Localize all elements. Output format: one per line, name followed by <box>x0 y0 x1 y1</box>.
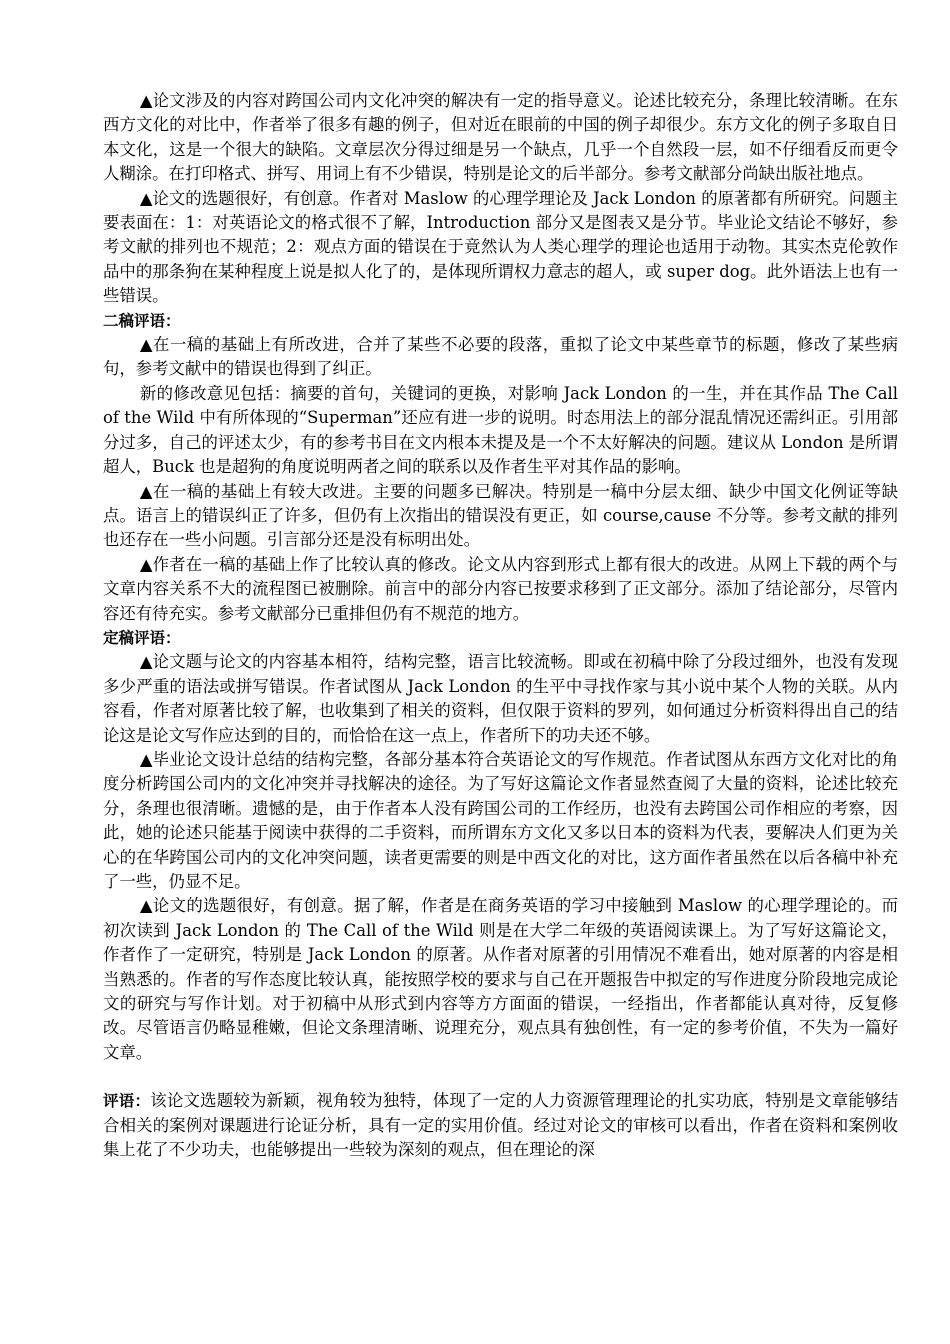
general-comment <box>103 1089 898 1162</box>
second-draft-comment-3: ▲在一稿的基础上有较大改进。主要的问题多已解决。特别是一稿中分层太细、缺少中国文化例证等缺点。语言上的错误纠正了许多，但仍有上次指出的错误没有更正，如 course,cause 不分等。参考文献的排列也还存在一些小问题。引言部分还是没有标明出处。 <box>103 481 898 550</box>
second-draft-comment-4: ▲作者在一稿的基础上作了比较认真的修改。论文从内容到形式上都有很大的改进。从网上下载的两个与文章内容关系不大的流程图已被删除。前言中的部分内容已按要求移到了正文部分。添加了结论部分，尽管内容还有待充实。参考文献部分已重排但仍有不规范的地方。 <box>103 554 898 623</box>
final-draft-comment-1: ▲论文题与论文的内容基本相符，结构完整，语言比较流畅。即或在初稿中除了分段过细外，也没有发现多少严重的语法或拼写错误。作者试图从 Jack London 的生平中寻找作家与其小说中某个人物的关联。从内容看，作者对原著比较了解，也收集到了相关的资料，但仅限于资料的罗列，如何通过分析资料得出自己的结论这是论文写作应达到的目的，而恰恰在这一点上，作者所下的功夫还不够。 <box>103 652 898 745</box>
paragraph-spacer <box>103 1065 898 1089</box>
final-draft-comment-3: ▲论文的选题很好，有创意。据了解，作者是在商务英语的学习中接触到 Maslow 的心理学理论的。而初次读到 Jack London 的 The Call of the Wild 则是在大学二年级的英语阅读课上。为了写好这篇论文，作者作了一定研究，特别是 Jack London 的原著。从作者对原著的引用情况不难看出，她对原著的内容是相当熟悉的。作者的写作态度比较认真，能按照学校的要求与自己在开题报告中拟定的写作进度分阶段地完成论文的研究与写作计划。对于初稿中从形式到内容等方方面面的错误，一经指出，作者都能认真对待，反复修改。尽管语言仍略显稚嫩，但论文条理清晰、说理充分，观点具有独创性，有一定的参考价值，不失为一篇好文章。 <box>103 896 898 1062</box>
second-draft-comment-1: ▲在一稿的基础上有所改进，合并了某些不必要的段落，重拟了论文中某些章节的标题，修改了某些病句，参考文献中的错误也得到了纠正。 <box>103 335 898 379</box>
final-draft-comment-2: ▲毕业论文设计总结的结构完整，各部分基本符合英语论文的写作规范。作者试图从东西方文化对比的角度分析跨国公司内的文化冲突并寻找解决的途径。为了写好这篇论文作者显然查阅了大量的资料，论述比较充分，条理也很清晰。遗憾的是，由于作者本人没有跨国公司的工作经历，也没有去跨国公司作相应的考察，因此，她的论述只能基于阅读中获得的二手资料，而所谓东方文化又多以日本的资料为代表，要解决人们更为关心的在华跨国公司内的文化冲突问题，读者更需要的则是中西文化的对比，这方面作者虽然在以后各稿中补充了一些，仍显不足。 <box>103 749 898 891</box>
second-draft-comment-2: 新的修改意见包括：摘要的首句，关键词的更换，对影响 Jack London 的一生，并在其作品 The Call of the Wild 中有所体现的“Superman”还应有进一步的说明。时态用法上的部分混乱情况还需纠正。引用部分过多，自己的评述太少，有的参考书目在文内根本未提及是一个不太好解决的问题。建议从 London 是所谓超人，Buck 也是超狗的角度说明两者之间的联系以及作者生平对其作品的影响。 <box>103 383 898 477</box>
document-page <box>103 89 898 1162</box>
final-draft-heading: 定稿评语： <box>103 628 181 647</box>
second-draft-heading: 二稿评语： <box>103 311 181 330</box>
general-comment-label: 评语： <box>103 1092 151 1111</box>
first-draft-comment-1: ▲论文涉及的内容对跨国公司内文化冲突的解决有一定的指导意义。论述比较充分，条理比较清晰。在东西方文化的对比中，作者举了很多有趣的例子，但对近在眼前的中国的例子却很少。东方文化的例子多取自日本文化，这是一个很大的缺陷。文章层次分得过细是另一个缺点，几乎一个自然段一层，如不仔细看反而更令人糊涂。在打印格式、拼写、用词上有不少错误，特别是论文的后半部分。参考文献部分尚缺出版社地点。 <box>103 91 898 184</box>
first-draft-comment-2: ▲论文的选题很好，有创意。作者对 Maslow 的心理学理论及 Jack London 的原著都有所研究。问题主要表面在：1：对英语论文的格式很不了解，Introduction 部分又是图表又是分节。毕业论文结论不够好，参考文献的排列也不规范；2：观点方面的错误在于竟然认为人类心理学的理论也适用于动物。其实杰克伦敦作品中的那条狗在某种程度上说是拟人化了的，是体现所谓权力意志的超人，或 super dog。此外语法上也有一些错误。 <box>103 188 898 306</box>
general-comment-text: 该论文选题较为新颖，视角较为独特，体现了一定的人力资源管理理论的扎实功底，特别是文章能够结合相关的案例对课题进行论证分析，具有一定的实用价值。经过对论文的审核可以看出，作者在资料和案例收集上花了不少功夫，也能够提出一些较为深刻的观点，但在理论的深 <box>103 1091 898 1160</box>
